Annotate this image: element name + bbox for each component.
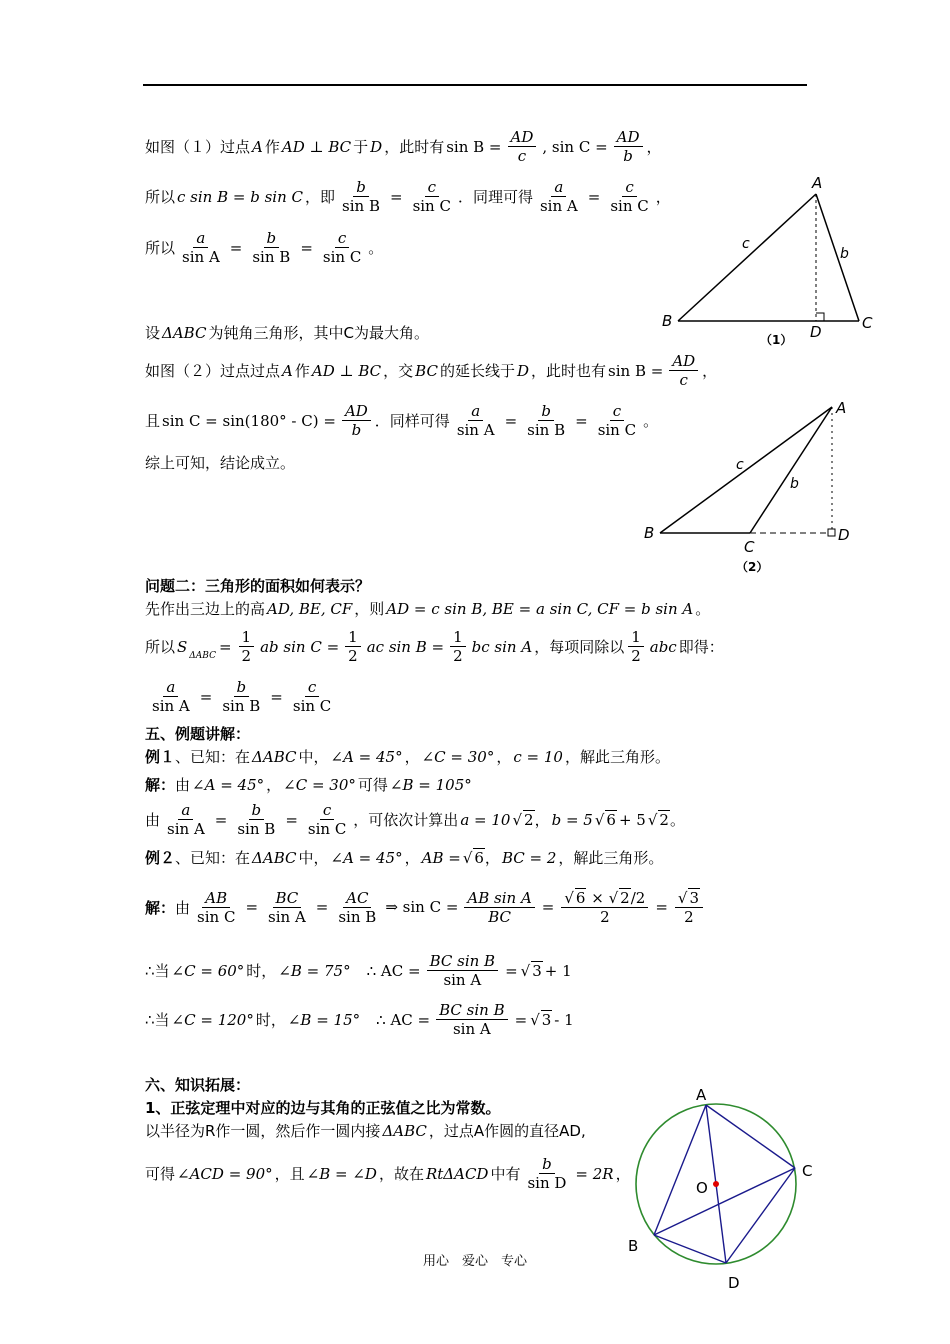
svg-text:O: O [696,1179,708,1197]
svg-text:B: B [644,524,655,542]
svg-text:（2）: （2） [736,560,769,574]
fig1-caption: （1） [760,333,793,347]
header-rule [143,84,807,86]
figure-1-acute-triangle [650,170,890,355]
section-5-title: 五、例题讲解： [145,725,251,743]
example-2-problem: 例２ 、已知：在 ΔABC 中， ∠A = 45° ， AB = √ 6 ， BC = 2 ，解此三角形。 [145,848,664,867]
proof-line-1: 如图（１）过点 A 作 AD ⊥ BC 于 D ，此时有 sin B = $\frac{AD}{c}$ , sin C = $\frac{AD}{b}$ ， [145,128,662,165]
fig1-label-a: A [812,174,823,192]
svg-text:b: b [840,246,849,262]
fig1-label-d: D [810,323,822,341]
example-1-solution-1: 解： 由 ∠A = 45° ， ∠C = 30° 可得 ∠B = 105° [145,775,472,794]
example-2-case-60: ∴当 ∠C = 60° 时， ∠B = 75° ∴ AC = $\frac{\text{BC sin B}}{\text{sin A}}$ = √ 3 + 1 [145,952,572,989]
svg-text:D: D [728,1274,740,1292]
section-6-line-2: 可得 ∠ACD = 90° ，且 ∠B = ∠D ，故在 RtΔACD 中有 $\frac{b}{\text{sin D}}$ = 2R ， [145,1155,631,1192]
obtuse-case-intro: 设 ΔABC 为钝角三角形，其中C为最大角。 [145,323,429,342]
proof-line-5: 如图（２）过点过点 A 作 AD ⊥ BC ，交 BC 的延长线于 D ，此时也有 sin B = $\frac{AD}{c}$ ， [145,352,718,389]
proof-line-3: 所以 $\frac{a}{\text{sin A}}$ = $\frac{b}{\text{sin B}}$ = $\frac{c}{\text{sin C}}$ 。 [145,229,384,266]
svg-text:A: A [696,1086,707,1104]
section-6-title: 六、知识拓展： [145,1076,251,1094]
fraction-ad-b: $\frac{AD}{b}$ [614,128,643,165]
svg-text:D: D [838,526,850,544]
svg-text:c: c [742,236,750,252]
section-6-item-1: 1、正弦定理中对应的边与其角的正弦值之比为常数。 [145,1099,501,1117]
svg-text:A: A [836,399,847,417]
svg-text:C: C [802,1162,813,1180]
example-1-problem: 例１ 、已知：在 ΔABC 中， ∠A = 45° ， ∠C = 30° ， c = 10 ，解此三角形。 [145,747,670,766]
example-2-case-120: ∴当 ∠C = 120° 时， ∠B = 15° ∴ AC = $\frac{\text{BC sin B}}{\text{sin A}}$ = √ 3 - 1 [145,1001,574,1038]
section-6-line-1: 以半径为R作一圆，然后作一圆内接 ΔABC ，过点A作圆的直径AD, [145,1121,586,1140]
sine-law-result: $\frac{a}{\text{sin A}}$ = $\frac{b}{\text{sin B}}$ = $\frac{c}{\text{sin C}}$ [152,678,332,715]
question-2-title: 问题二：三角形的面积如何表示？ [145,577,371,595]
svg-text:B: B [628,1237,639,1255]
proof-line-2: 所以 c sin B = b sin C ，即 $\frac{b}{\text{sin B}}$ = $\frac{c}{\text{sin C}}$ ．同理可得 $\frac{a}{\text{sin A}}$ = $\frac{c}{\text{sin C}}$ ， [145,178,671,215]
figure-2-obtuse-triangle [640,395,880,580]
question-2-line-1: 先作出三边上的高 AD, BE, CF ，则 AD = c sin B, BE = a sin C, CF = b sin A 。 [145,599,711,618]
example-2-solution-1: 解： 由 $\frac{AB}{\text{sin C}}$ = $\frac{BC}{\text{sin A}}$ = $\frac{AC}{\text{sin B}}$ ⇒ sin C = $\frac{\text{AB sin A}}{BC}$ = $\frac{√ 6 \times √ 2/2}{2}$ = $\frac{√ 3}{2}$ [145,888,707,926]
proof-line-6: 且 sin C = sin(180° - C) = $\frac{AD}{b}$ ．同样可得 $\frac{a}{\text{sin A}}$ = $\frac{b}{\text{sin B}}$ = $\frac{c}{\text{sin C}}$ 。 [145,402,659,439]
fig1-label-c: C [862,314,873,332]
center-point [713,1181,719,1187]
svg-text:b: b [790,476,799,492]
page-footer: 用心 爱心 专心 [422,1254,527,1269]
fraction-ad-c: $\frac{AD}{c}$ [508,128,537,165]
example-1-solution-2: 由 $\frac{a}{\text{sin A}}$ = $\frac{b}{\text{sin B}}$ = $\frac{c}{\text{sin C}}$ ，可依次计算出 a = 10 √ 2 ， b = 5 √ 6 + 5 √ 2 。 [145,801,685,838]
fig1-label-b: B [662,312,673,330]
svg-text:C: C [744,538,755,556]
area-formula-line: 所以 S ΔABC = $\frac{1}{2}$ ab sin C = $\frac{1}{2}$ ac sin B = $\frac{1}{2}$ bc sin A ，每项同除以 $\frac{1}{2}$ abc 即得： [145,628,724,665]
svg-text:c: c [736,457,744,473]
conclusion-line: 综上可知，结论成立。 [145,454,296,472]
